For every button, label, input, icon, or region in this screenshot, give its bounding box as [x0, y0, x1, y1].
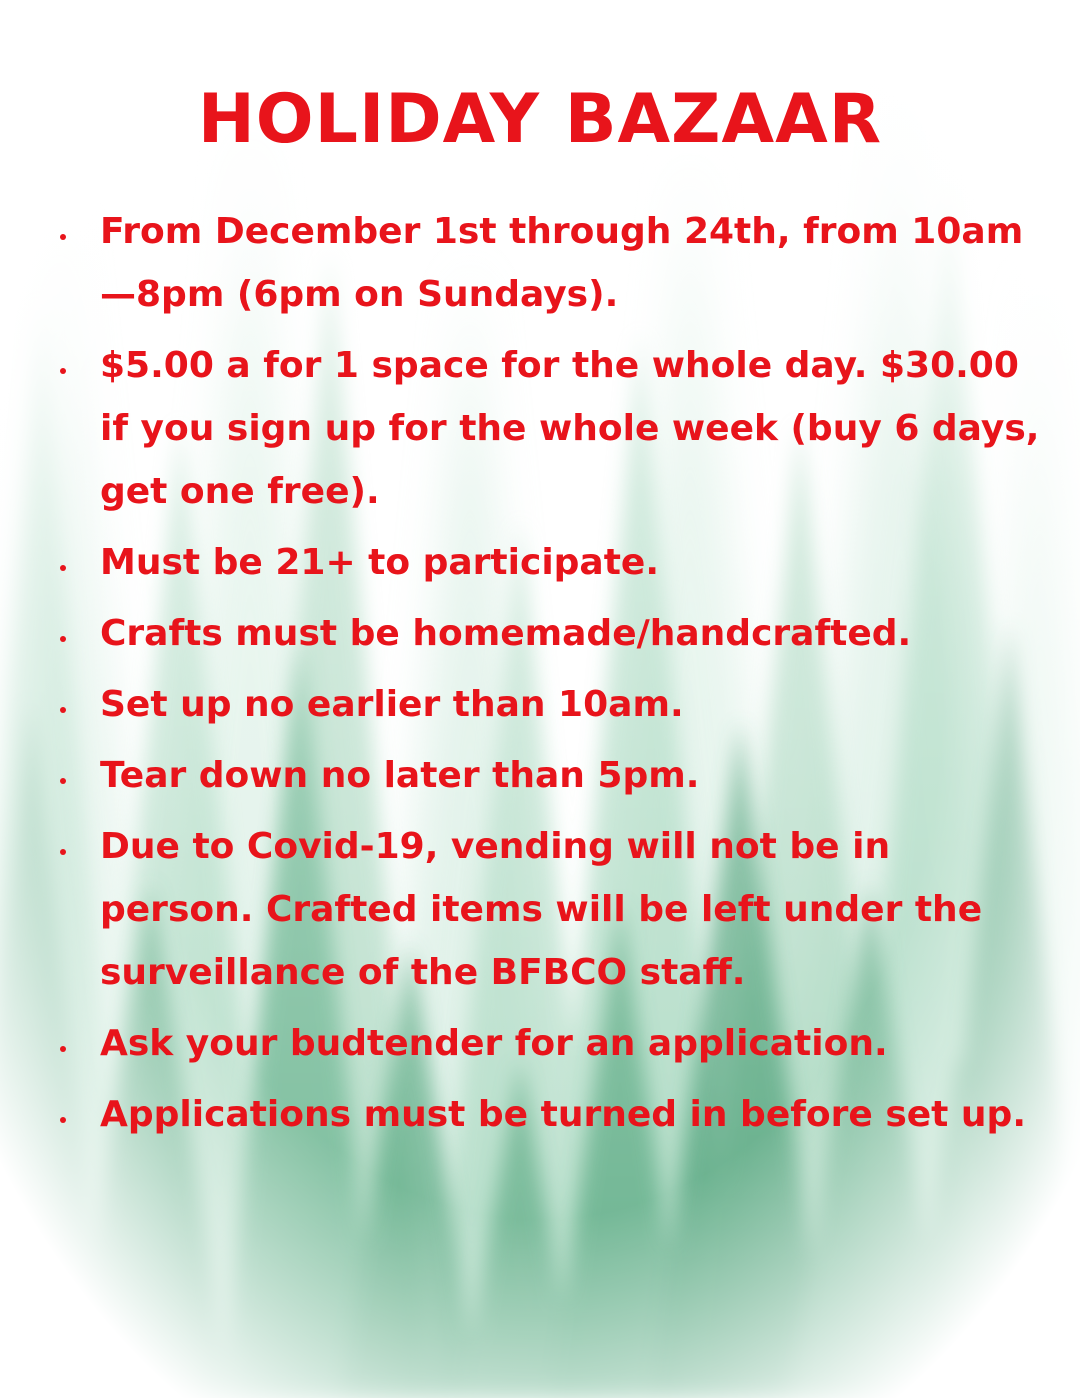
list-item-text: $5.00 a for 1 space for the whole day. $30.00 if you sign up for the whole week (buy 6 days, get one free).	[100, 345, 1040, 512]
bullet-icon	[60, 565, 66, 571]
list-item	[0, 1083, 1080, 1146]
list-item	[0, 602, 1080, 665]
bullet-icon	[60, 636, 66, 642]
list-item	[0, 1012, 1080, 1075]
bullet-icon	[60, 1046, 66, 1052]
list-item-text: Must be 21+ to participate.	[100, 542, 660, 583]
list-item-text: Applications must be turned in before set up.	[100, 1094, 1026, 1135]
rules-list	[0, 200, 1080, 1154]
bullet-icon	[60, 1117, 66, 1123]
bullet-icon	[60, 368, 66, 374]
list-item	[0, 200, 1080, 326]
list-item	[0, 673, 1080, 736]
list-item	[0, 334, 1080, 523]
list-item-text: From December 1st through 24th, from 10am—8pm (6pm on Sundays).	[100, 211, 1024, 315]
list-item-text: Tear down no later than 5pm.	[100, 755, 700, 796]
bullet-icon	[60, 778, 66, 784]
flyer-title: HOLIDAY BAZAAR	[197, 80, 883, 159]
list-item-text: Due to Covid-19, vending will not be in person. Crafted items will be left under the surveillance of the BFBCO staff.	[100, 826, 983, 993]
list-item	[0, 815, 1080, 1004]
bullet-icon	[60, 849, 66, 855]
list-item	[0, 531, 1080, 594]
list-item-text: Set up no earlier than 10am.	[100, 684, 684, 725]
bullet-icon	[60, 707, 66, 713]
list-item	[0, 744, 1080, 807]
list-item-text: Ask your budtender for an application.	[100, 1023, 888, 1064]
bullet-icon	[60, 234, 66, 240]
list-item-text: Crafts must be homemade/handcrafted.	[100, 613, 912, 654]
